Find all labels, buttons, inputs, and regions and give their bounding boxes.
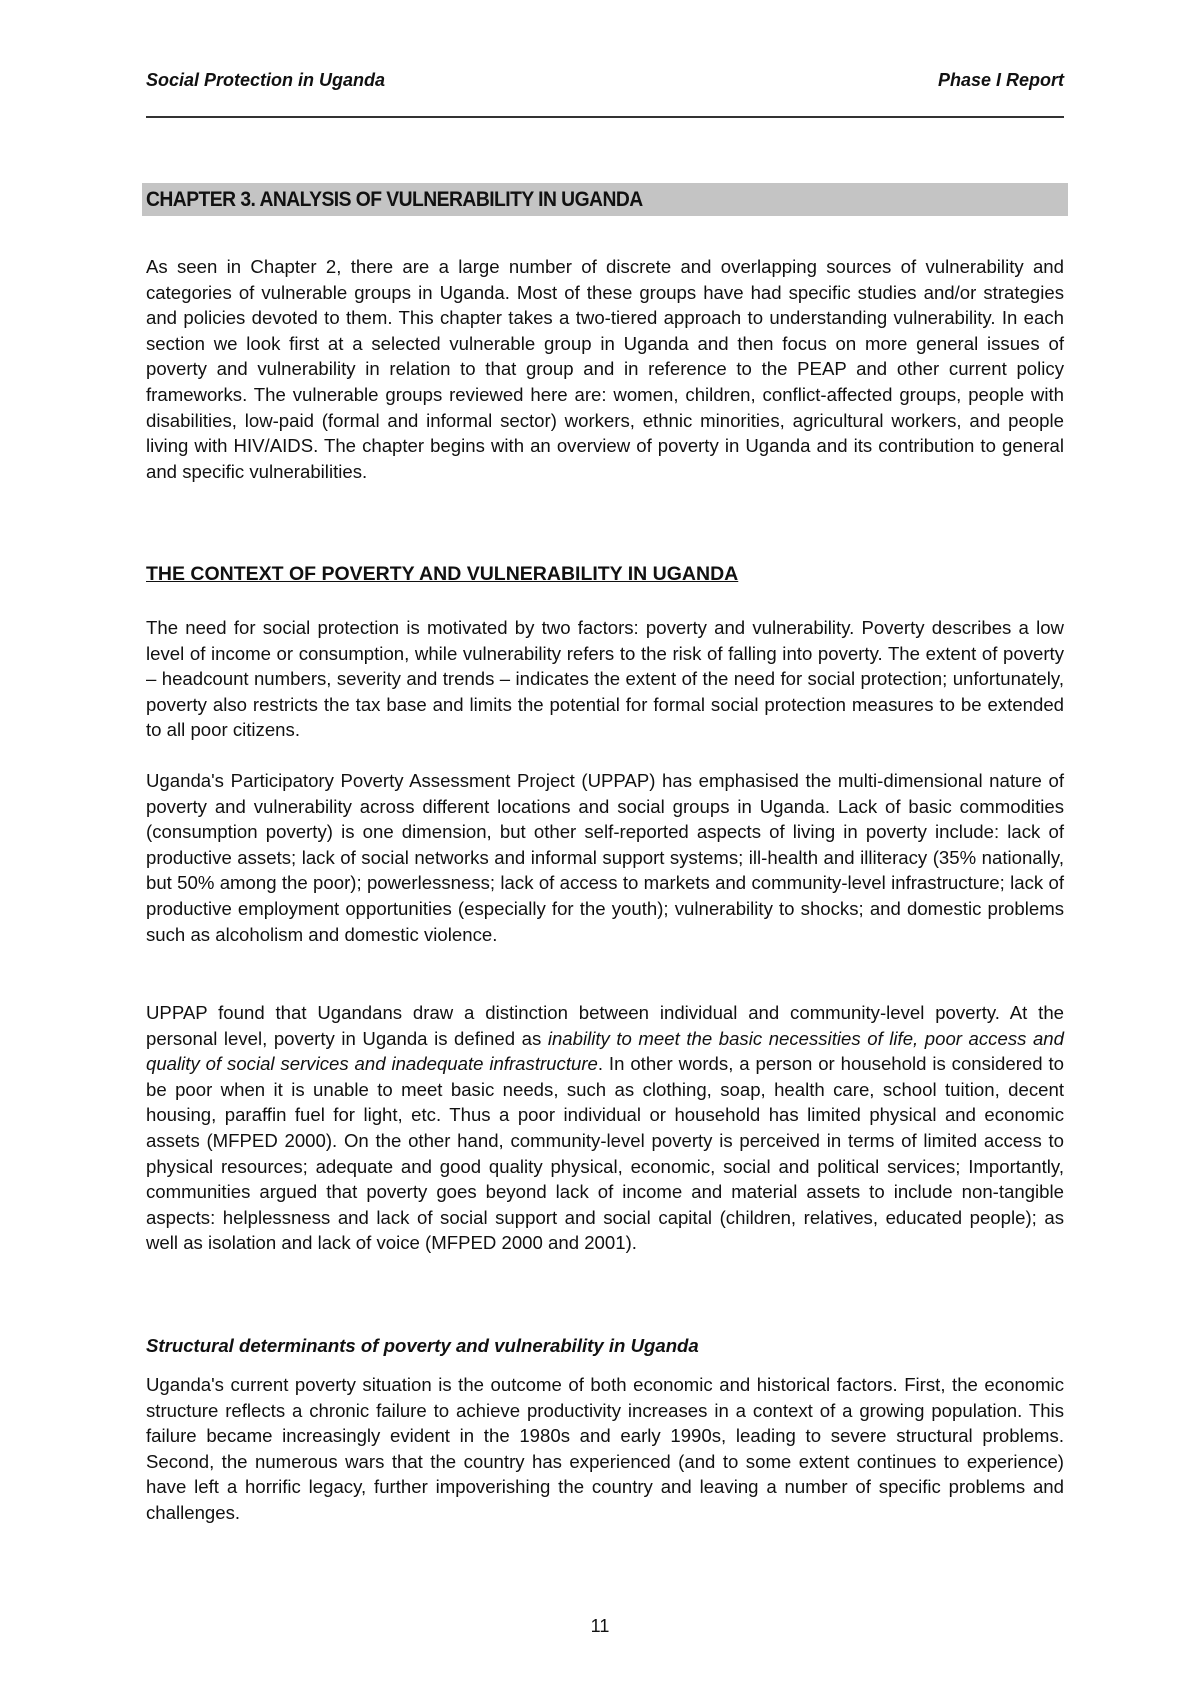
text: . In other words, a person or household is considered to be poor when it is unable to meet basic needs, such as clothing, soap, health care, school tuition, decent housing, paraffin fuel for light, etc. Thus a poor individual or household has limited physical and economic assets (MFPED 2000). On the other hand, community-level poverty is perceived in terms of limited access to physical resources; adequate and good quality physical, economic, social and political services; Importantly, communities argued that poverty goes beyond lack of income and material assets to include non-tangible aspects: helplessness and lack of social support and social capital (children, relatives, educated people); as well as isolation and lack of voice (MFPED 2000 and 2001).: [146, 1053, 1065, 1254]
subsection-title: Structural determinants of poverty and vulnerability in Uganda: [146, 1335, 699, 1356]
header-left: Social Protection in Uganda: [146, 70, 386, 90]
paragraph-uppap: Uganda's Participatory Poverty Assessment Project (UPPAP) has emphasised the multi-dimensional nature of poverty and vulnerability across different locations and social groups in Uganda. Lack of basic commodities (consumption poverty) is one dimension, but other self-reported aspects of living in poverty include: lack of productive assets; lack of social networks and informal support systems; ill-health and illiteracy (35% nationally, but 50% among the poor); powerlessness; lack of access to markets and community-level infrastructure; lack of productive employment opportunities (especially for the youth); vulnerability to shocks; and domestic problems such as alcoholism and domestic violence.: [146, 770, 1064, 945]
paragraph-poverty-factors: The need for social protection is motivated by two factors: poverty and vulnerability. Poverty describes a low level of income or consumption, while vulnerability refers to the risk of falling into poverty. The extent of poverty – headcount numbers, severity and trends – indicates the extent of the need for social protection; unfortunately, poverty also restricts the tax base and limits the potential for formal social protection measures to be extended to all poor citizens.: [146, 617, 1064, 741]
italic-definition: inability to meet the basic necessities of life, poor access and quality of social services and inadequate infrastructure: [146, 1027, 1064, 1075]
header-right: Phase I Report: [937, 70, 1064, 90]
page-header: [146, 70, 1064, 91]
paragraph-structural: Uganda's current poverty situation is the outcome of both economic and historical factors. First, the economic structure reflects a chronic failure to achieve productivity increases in a context of a growing population. This failure became increasingly evident in the 1980s and early 1990s, leading to severe structural problems. Second, the numerous wars that the country has experienced (and to some extent continues to experience) have left a horrific legacy, further impoverishing the country and leaving a number of specific problems and challenges.: [146, 1374, 1064, 1523]
header-rule: [146, 116, 1064, 118]
section-title: THE CONTEXT OF POVERTY AND VULNERABILITY IN UGANDA: [146, 563, 739, 585]
paragraph-poverty-definition: [146, 1000, 1064, 1256]
page-number: 11: [590, 1616, 610, 1636]
chapter-title: CHAPTER 3. ANALYSIS OF VULNERABILITY IN UGANDA: [146, 188, 643, 211]
intro-paragraph: As seen in Chapter 2, there are a large number of discrete and overlapping sources of vulnerability and categories of vulnerable groups in Uganda. Most of these groups have had specific studies and/or strategies and policies devoted to them. This chapter takes a two-tiered approach to understanding vulnerability. In each section we look first at a selected vulnerable group in Uganda and then focus on more general issues of poverty and vulnerability in relation to that group and in reference to the PEAP and other current policy frameworks. The vulnerable groups reviewed here are: women, children, conflict-affected groups, people with disabilities, low-paid (formal and informal sector) workers, ethnic minorities, agricultural workers, and people living with HIV/AIDS. The chapter begins with an overview of poverty in Uganda and its contribution to general and specific vulnerabilities.: [146, 256, 1064, 482]
chapter-heading-bar: [142, 183, 1068, 216]
text: UPPAP found that Ugandans draw a distinction between individual and community-level poverty. At the personal level, poverty in Uganda is defined as: [146, 1002, 1064, 1049]
